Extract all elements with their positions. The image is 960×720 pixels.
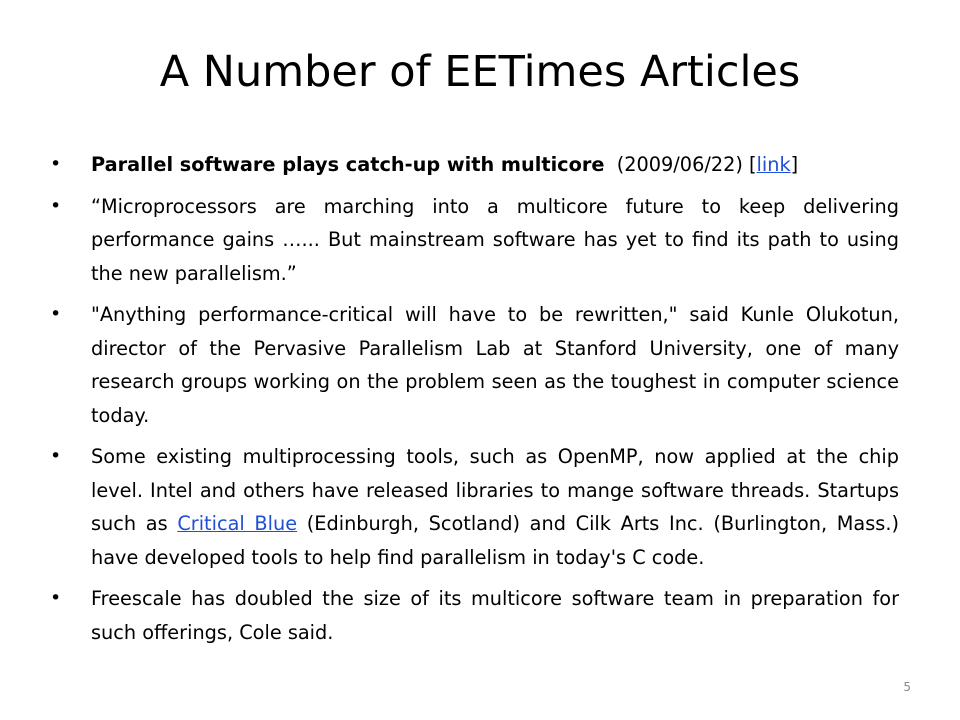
- tools-text-before: Some existing multiprocessing tools, such as OpenMP, now applied at the chip level. Intel and others have released libraries to mange software threads. Startups such as: [91, 445, 899, 535]
- article-title-text: Parallel software plays catch-up with multicore: [91, 153, 605, 176]
- critical-blue-link[interactable]: Critical Blue: [177, 512, 298, 535]
- bullet-item-article-title: [50, 148, 899, 182]
- bullet-item-freescale: [50, 582, 899, 649]
- olukotun-text: "Anything performance-critical will have to be rewritten," said Kunle Olukotun, director of the Pervasive Parallelism Lab at Stanford University, one of many research groups working on the problem seen as the toughest in computer science today.: [91, 303, 899, 427]
- bullet-item-olukotun: [50, 298, 899, 432]
- article-link[interactable]: link: [756, 153, 791, 176]
- bullet-list: [50, 148, 899, 657]
- bullet-item-quote: [50, 190, 899, 291]
- slide-title: A Number of EETimes Articles: [159, 47, 801, 97]
- bullet-item-tools: [50, 440, 899, 574]
- article-bracket-close: ]: [790, 153, 799, 176]
- article-date-text: (2009/06/22) [: [604, 153, 757, 176]
- tools-text-after: (Edinburgh, Scotland) and Cilk Arts Inc. (Burlington, Mass.) have developed tools to help find parallelism in today's C code.: [91, 512, 899, 569]
- quote-text: “Microprocessors are marching into a multicore future to keep delivering performance gains …... But mainstream software has yet to find its path to using the new parallelism.”: [91, 194, 899, 285]
- freescale-text: Freescale has doubled the size of its multicore software team in preparation for such offerings, Cole said.: [91, 587, 899, 644]
- page-number: 5: [903, 680, 911, 694]
